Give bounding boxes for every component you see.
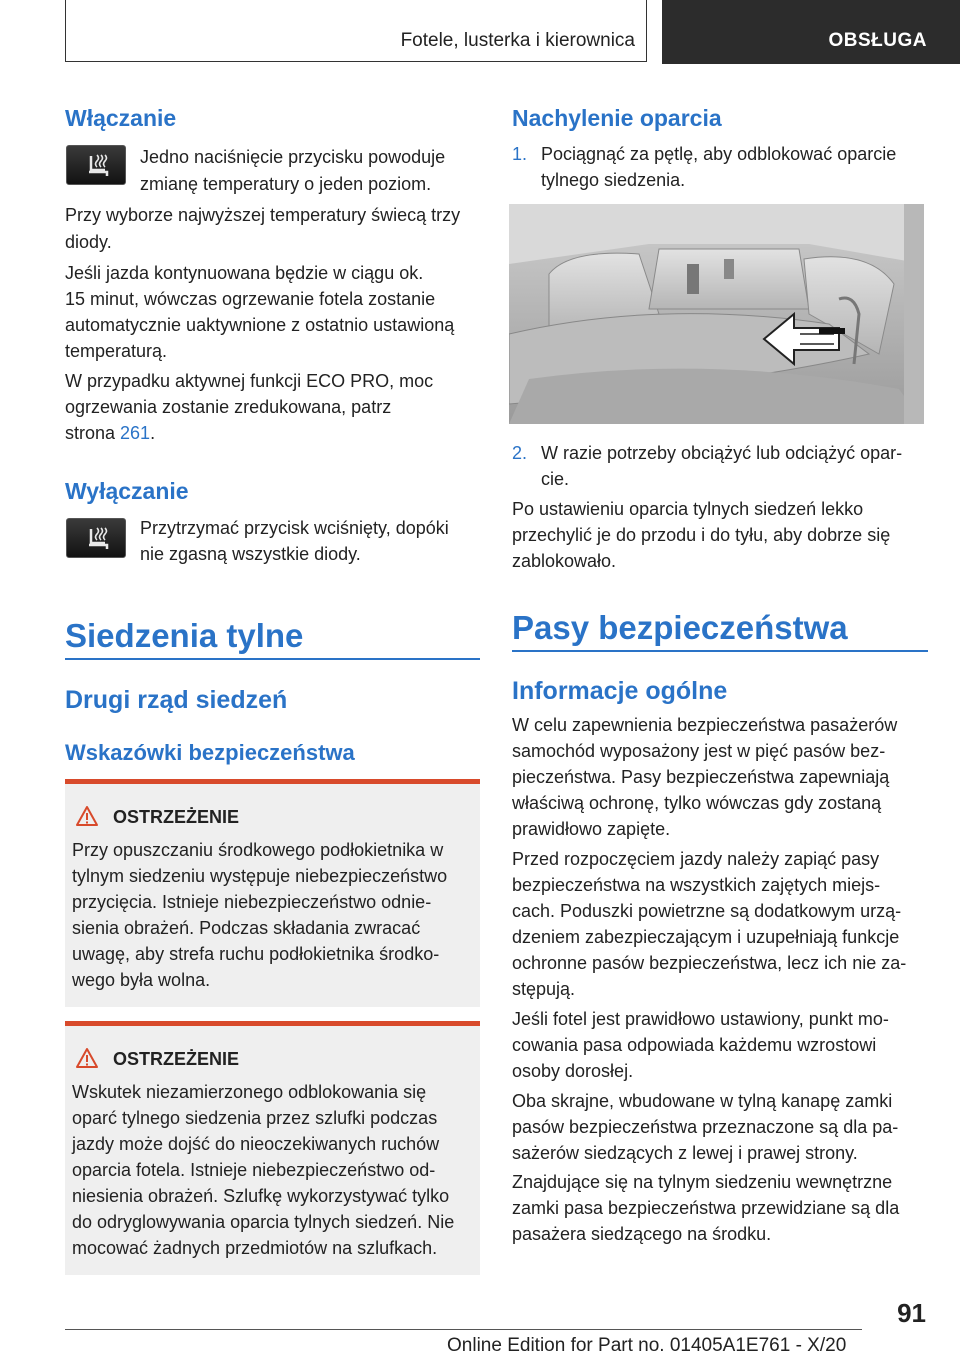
warning1-line-2: tylnym siedzeniu występuje niebezpieczeństwo bbox=[72, 866, 448, 886]
warning-bar bbox=[65, 1021, 480, 1026]
warning2-line-5: niesienia obrażeń. Szlufkę wykorzystywać tylko bbox=[72, 1186, 450, 1206]
warning1-line-3: przycięcia. Istnieje niebezpieczeństwo odnie- bbox=[72, 892, 432, 912]
warning-box-1 bbox=[65, 779, 480, 1007]
seat-heating-icon bbox=[66, 145, 126, 185]
disable-icon-text-2: nie zgasną wszystkie diody. bbox=[140, 544, 361, 564]
g3-line-1: Jeśli fotel jest prawidłowo ustawiony, punkt mo- bbox=[512, 1009, 889, 1029]
seat-heating-icon bbox=[66, 518, 126, 558]
warning2-line-2: oparć tylnego siedzenia przez szlufki podczas bbox=[72, 1108, 438, 1128]
g1-line-4: właściwą ochronę, tylko wówczas gdy zostaną bbox=[512, 793, 882, 813]
step1-line-1: Pociągnąć za pętlę, aby odblokować oparcie bbox=[541, 144, 897, 164]
footer-rule bbox=[65, 1329, 862, 1330]
warning1-line-6: wego była wolna. bbox=[72, 970, 211, 990]
warning-box-2 bbox=[65, 1021, 480, 1275]
step2-line-2: cie. bbox=[541, 469, 570, 489]
section-rule bbox=[512, 650, 928, 652]
g5-line-2: zamki pasa bezpieczeństwa przewidziane są dla bbox=[512, 1198, 900, 1218]
g4-line-2: pasów bezpieczeństwa przeznaczone są dla pa- bbox=[512, 1117, 899, 1137]
warning1-line-4: sienia obrażeń. Podczas składania zwracać bbox=[72, 918, 421, 938]
g3-line-3: osoby dorosłej. bbox=[512, 1061, 634, 1081]
disable-icon-text-1: Przytrzymać przycisk wciśnięty, dopóki bbox=[140, 518, 449, 538]
g1-line-5: prawidłowo zapięte. bbox=[512, 819, 671, 839]
after-line-2: przechylić je do przodu i do tyłu, aby dobrze się bbox=[512, 525, 891, 545]
step2-number: 2. bbox=[512, 443, 528, 463]
step1-line-2: tylnego siedzenia. bbox=[541, 170, 686, 190]
after-line-3: zablokowało. bbox=[512, 551, 617, 571]
header-tab-label: OBSŁUGA bbox=[828, 30, 927, 51]
warning2-line-1: Wskutek niezamierzonego odblokowania się bbox=[72, 1082, 427, 1102]
footer-edition: Online Edition for Part no. 01405A1E761 - X/20 bbox=[447, 1335, 847, 1356]
heading-disable: Wyłączanie bbox=[65, 478, 189, 504]
p3-prefix: strona bbox=[65, 423, 121, 443]
header-tab bbox=[662, 0, 960, 64]
p3-line-1: W przypadku aktywnej funkcji ECO PRO, moc bbox=[65, 371, 434, 391]
p2-line-1: Jeśli jazda kontynuowana będzie w ciągu ok. bbox=[65, 263, 424, 283]
warning2-line-7: mocować żadnych przedmiotów na szlufkach. bbox=[72, 1238, 438, 1258]
g4-line-3: sażerów siedzących z lewej i prawej strony. bbox=[512, 1143, 858, 1163]
rear-seat-photo bbox=[509, 204, 924, 424]
enable-icon-text-2: zmianę temperatury o jeden poziom. bbox=[140, 174, 432, 194]
g2-line-3: cach. Poduszki powietrzne są dodatkowym urzą- bbox=[512, 901, 902, 921]
warning-triangle-icon bbox=[75, 1047, 99, 1069]
p2-line-4: temperaturą. bbox=[65, 341, 168, 361]
warning-title: OSTRZEŻENIE bbox=[113, 1049, 240, 1069]
g2-line-4: dzeniem zabezpieczającym i uzupełniają funkcje bbox=[512, 927, 900, 947]
warning2-line-6: do odryglowywania oparcia tylnych siedzeń. Nie bbox=[72, 1212, 455, 1232]
warning-bar bbox=[65, 779, 480, 784]
g5-line-1: Znajdujące się na tylnym siedzeniu wewnętrzne bbox=[512, 1172, 893, 1192]
after-line-1: Po ustawieniu oparcia tylnych siedzeń lekko bbox=[512, 499, 864, 519]
warning1-line-5: uwagę, aby strefa ruchu podłokietnika środko- bbox=[72, 944, 440, 964]
step1-number: 1. bbox=[512, 144, 528, 164]
section-heading-rear-seats: Siedzenia tylne bbox=[65, 617, 304, 654]
p3-line-2: ogrzewania zostanie zredukowana, patrz bbox=[65, 397, 392, 417]
step2-line-1: W razie potrzeby obciążyć lub odciążyć opar- bbox=[541, 443, 903, 463]
p1-line-2: diody. bbox=[65, 232, 112, 252]
g2-line-6: stępują. bbox=[512, 979, 576, 999]
g1-line-2: samochód wyposażony jest w pięć pasów bez- bbox=[512, 741, 886, 761]
g2-line-2: bezpieczeństwa na wszystkich zajętych miejs- bbox=[512, 875, 881, 895]
warning2-line-3: jazdy może dojść do nieoczekiwanych ruchów bbox=[72, 1134, 440, 1154]
warning-triangle-icon bbox=[75, 805, 99, 827]
page-link-261[interactable]: 261 bbox=[120, 423, 151, 443]
heading-backrest-tilt: Nachylenie oparcia bbox=[512, 105, 722, 131]
section-rule bbox=[65, 658, 480, 660]
warning2-line-4: oparcia fotela. Istnieje niebezpieczeństwo od- bbox=[72, 1160, 436, 1180]
p1-line-1: Przy wyborze najwyższej temperatury świecą trzy bbox=[65, 205, 461, 225]
section-heading-seatbelts: Pasy bezpieczeństwa bbox=[512, 609, 848, 646]
g1-line-1: W celu zapewnienia bezpieczeństwa pasażerów bbox=[512, 715, 898, 735]
g1-line-3: pieczeństwa. Pasy bezpieczeństwa zapewniają bbox=[512, 767, 890, 787]
warning-title: OSTRZEŻENIE bbox=[113, 807, 240, 827]
subheading-second-row: Drugi rząd siedzeń bbox=[65, 686, 288, 714]
p2-line-3: automatycznie uaktywnione z ostatnio ustawioną bbox=[65, 315, 455, 335]
g4-line-1: Oba skrajne, wbudowane w tylną kanapę zamki bbox=[512, 1091, 893, 1111]
p3-line-3 bbox=[65, 420, 155, 447]
heading-enable: Włączanie bbox=[65, 105, 177, 131]
page-number: 91 bbox=[897, 1298, 926, 1328]
p3-suffix: . bbox=[150, 423, 156, 443]
g2-line-1: Przed rozpoczęciem jazdy należy zapiąć pasy bbox=[512, 849, 880, 869]
heading-safety-notes: Wskazówki bezpieczeństwa bbox=[65, 740, 355, 765]
p2-line-2: 15 minut, wówczas ogrzewanie fotela zostanie bbox=[65, 289, 436, 309]
g3-line-2: cowania pasa odpowiada każdemu wzrostowi bbox=[512, 1035, 877, 1055]
g2-line-5: ochronne pasów bezpieczeństwa, lecz ich nie za- bbox=[512, 953, 907, 973]
subheading-general-info: Informacje ogólne bbox=[512, 677, 728, 705]
g5-line-3: pasażera siedzącego na środku. bbox=[512, 1224, 772, 1244]
header-section-title: Fotele, lusterka i kierownica bbox=[400, 30, 635, 51]
enable-icon-text-1: Jedno naciśnięcie przycisku powoduje bbox=[140, 147, 446, 167]
warning1-line-1: Przy opuszczaniu środkowego podłokietnika w bbox=[72, 840, 444, 860]
